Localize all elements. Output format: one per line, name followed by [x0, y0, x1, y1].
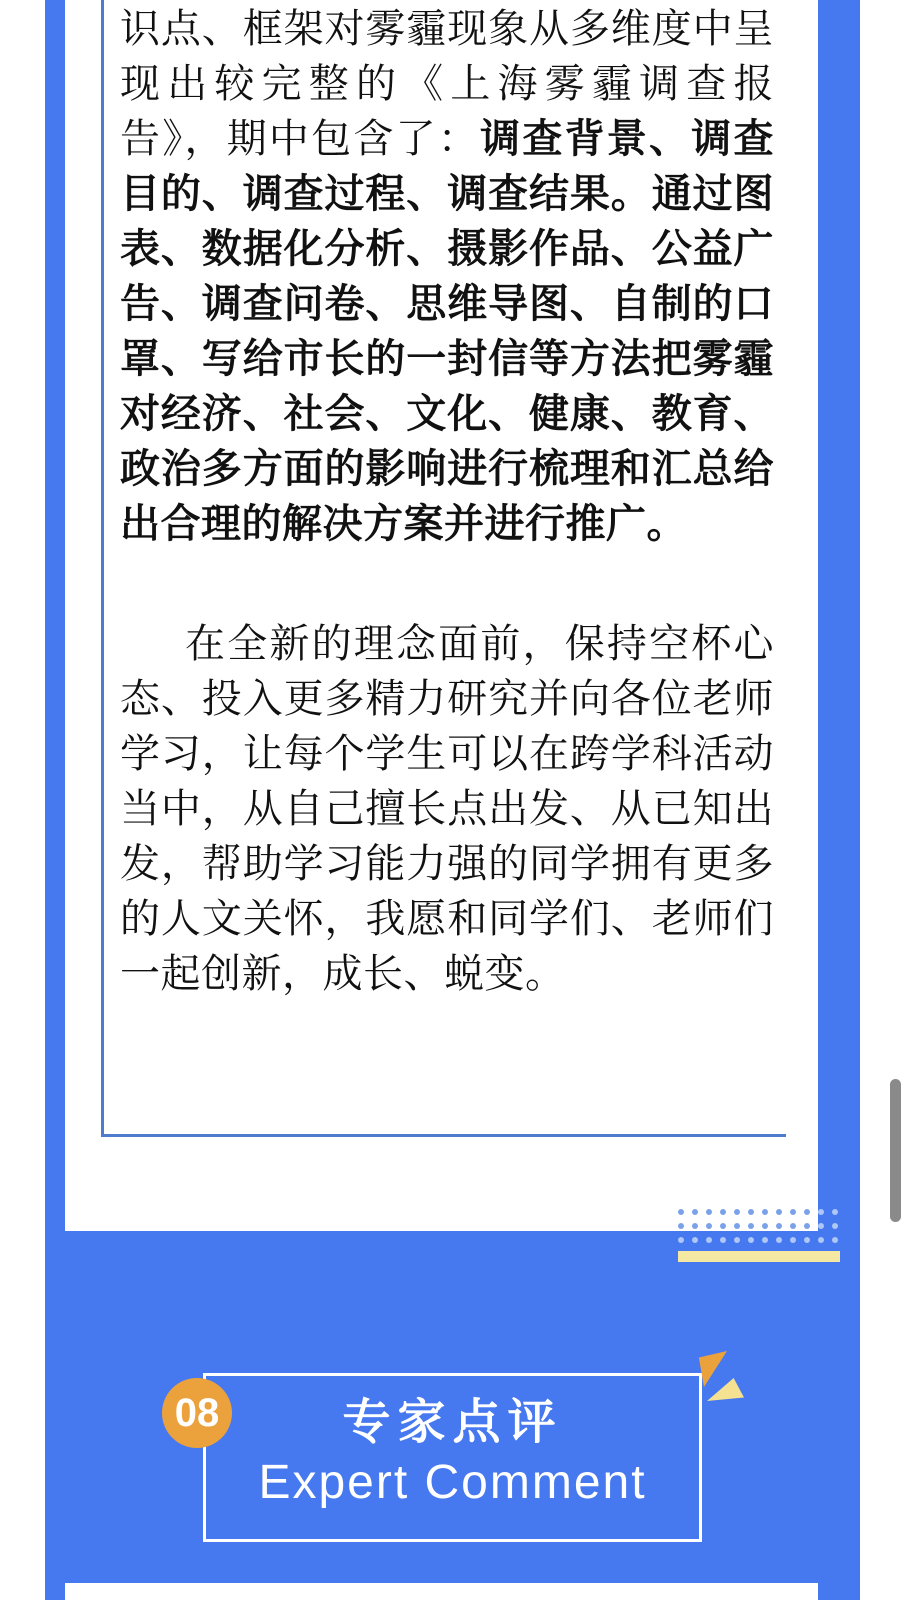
- dot: [804, 1223, 810, 1229]
- dot-grid-decoration: [678, 1209, 838, 1243]
- article-text-frame: [101, 0, 786, 1137]
- dot: [818, 1223, 824, 1229]
- paragraph-teacher-reflection: 在全新的理念面前，保持空杯心态、投入更多精力研究并向各位老师学习，让每个学生可以在跨学科活动当中，从自己擅长点出发、从已知出发，帮助学习能力强的同学拥有更多的人文关怀，我愿和同学们、老师们一起创新，成长、蜕变。: [120, 622, 774, 996]
- dot: [706, 1237, 712, 1243]
- dot: [776, 1237, 782, 1243]
- dot: [776, 1223, 782, 1229]
- dot: [692, 1223, 698, 1229]
- dot: [804, 1237, 810, 1243]
- dot: [776, 1209, 782, 1215]
- dot: [706, 1223, 712, 1229]
- scrollbar-thumb[interactable]: [890, 1079, 901, 1222]
- next-card-top-edge: [65, 1583, 818, 1600]
- dot: [748, 1223, 754, 1229]
- dot: [734, 1237, 740, 1243]
- dot: [804, 1209, 810, 1215]
- dot: [818, 1209, 824, 1215]
- blue-background-column: [45, 0, 860, 1600]
- dot: [790, 1209, 796, 1215]
- dot: [734, 1209, 740, 1215]
- section-number: 08: [174, 1390, 220, 1435]
- dot: [748, 1237, 754, 1243]
- triangle-decoration-icon: [707, 1378, 744, 1401]
- dot: [734, 1223, 740, 1229]
- dot: [790, 1237, 796, 1243]
- triangle-decoration-icon: [695, 1351, 727, 1387]
- dot: [678, 1237, 684, 1243]
- dot: [832, 1223, 838, 1229]
- article-card: [65, 0, 818, 1231]
- dot: [720, 1237, 726, 1243]
- dot: [706, 1209, 712, 1215]
- yellow-bar-decoration: [678, 1251, 840, 1262]
- paragraph-normal-text: 识点、框架对雾霾现象从多维度中呈现出较完整的《上海雾霾调查报告》，期中包含了：: [120, 7, 774, 161]
- paragraph-report-summary: [120, 2, 774, 552]
- dot: [762, 1237, 768, 1243]
- dot: [818, 1237, 824, 1243]
- section-title-english: Expert Comment: [258, 1456, 647, 1509]
- dot: [692, 1237, 698, 1243]
- section-title-chinese: 专家点评: [342, 1396, 563, 1449]
- dot: [748, 1209, 754, 1215]
- dot: [790, 1223, 796, 1229]
- dot: [720, 1223, 726, 1229]
- dot: [720, 1209, 726, 1215]
- dot: [832, 1209, 838, 1215]
- section-number-badge: [162, 1378, 232, 1448]
- dot: [762, 1209, 768, 1215]
- dot: [678, 1223, 684, 1229]
- dot: [692, 1209, 698, 1215]
- dot: [678, 1209, 684, 1215]
- dot: [762, 1223, 768, 1229]
- section-header-box: [174, 1373, 702, 1542]
- paragraph-bold-text: 调查背景、调查目的、调查过程、调查结果。通过图表、数据化分析、摄影作品、公益广告、调查问卷、思维导图、自制的口罩、写给市长的一封信等方法把雾霾对经济、社会、文化、健康、教育、政治多方面的影响进行梳理和汇总给出合理的解决方案并进行推广。: [120, 117, 775, 546]
- dot: [832, 1237, 838, 1243]
